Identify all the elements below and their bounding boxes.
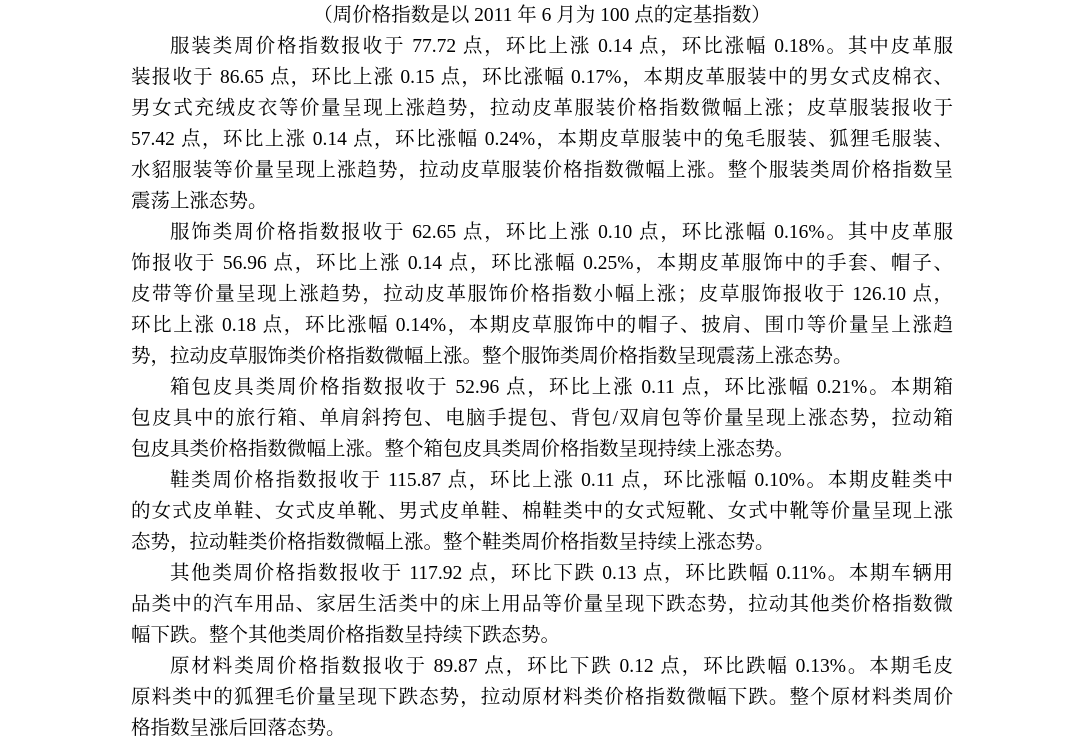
text-line: 服饰类周价格指数报收于 62.65 点，环比上涨 0.10 点，环比涨幅 0.16%。其中皮革服 bbox=[170, 222, 953, 243]
paragraph-shoes-index bbox=[131, 465, 953, 558]
text-line: 饰报收于 56.96 点，环比上涨 0.14 点，环比涨幅 0.25%，本期皮革服饰中的手套、帽子、 bbox=[131, 253, 953, 274]
text-line: 环比上涨 0.18 点，环比涨幅 0.14%，本期皮草服饰中的帽子、披肩、围巾等价量呈上涨趋 bbox=[131, 315, 953, 336]
text-line: 原材料类周价格指数报收于 89.87 点，环比下跌 0.12 点，环比跌幅 0.13%。本期毛皮 bbox=[170, 656, 953, 677]
text-line: 服装类周价格指数报收于 77.72 点，环比上涨 0.14 点，环比涨幅 0.18%。其中皮革服 bbox=[170, 36, 953, 57]
text-line: 皮带等价量呈现上涨趋势，拉动皮革服饰价格指数小幅上涨；皮草服饰报收于 126.10 点， bbox=[131, 284, 953, 305]
paragraph-others-index bbox=[131, 558, 953, 651]
text-line: 其他类周价格指数报收于 117.92 点，环比下跌 0.13 点，环比跌幅 0.11%。本期车辆用 bbox=[170, 563, 953, 584]
paragraph-clothing-index bbox=[131, 31, 953, 217]
text-line: 势，拉动皮草服饰类价格指数微幅上涨。整个服饰类周价格指数呈现震荡上涨态势。 bbox=[131, 346, 853, 367]
text-line: 水貂服装等价量呈现上涨趋势，拉动皮草服装价格指数微幅上涨。整个服装类周价格指数呈 bbox=[131, 160, 953, 181]
text-line: 原料类中的狐狸毛价量呈现下跌态势，拉动原材料类价格指数微幅下跌。整个原材料类周价 bbox=[131, 687, 953, 708]
text-line: 男女式充绒皮衣等价量呈现上涨趋势，拉动皮革服装价格指数微幅上涨；皮草服装报收于 bbox=[131, 98, 953, 119]
text-line: 震荡上涨态势。 bbox=[131, 191, 268, 212]
text-line: 装报收于 86.65 点，环比上涨 0.15 点，环比涨幅 0.17%，本期皮革服装中的男女式皮棉衣、 bbox=[131, 67, 953, 88]
text-line: 包皮具中的旅行箱、单肩斜挎包、电脑手提包、背包/双肩包等价量呈现上涨态势，拉动箱 bbox=[131, 408, 953, 429]
text-line: 幅下跌。整个其他类周价格指数呈持续下跌态势。 bbox=[131, 625, 561, 646]
paragraph-list bbox=[131, 31, 953, 744]
text-line: 品类中的汽车用品、家居生活类中的床上用品等价量呈现下跌态势，拉动其他类价格指数微 bbox=[131, 594, 953, 615]
text-line: 箱包皮具类周价格指数报收于 52.96 点，环比上涨 0.11 点，环比涨幅 0.21%。本期箱 bbox=[170, 377, 953, 398]
text-line: 鞋类周价格指数报收于 115.87 点，环比上涨 0.11 点，环比涨幅 0.10%。本期皮鞋类中 bbox=[170, 470, 953, 491]
text-line: 的女式皮单鞋、女式皮单靴、男式皮单鞋、棉鞋类中的女式短靴、女式中靴等价量呈现上涨 bbox=[131, 501, 953, 522]
subtitle: （周价格指数是以 2011 年 6 月为 100 点的定基指数） bbox=[313, 5, 771, 26]
document-page bbox=[131, 0, 953, 744]
paragraph-accessories-index bbox=[131, 217, 953, 372]
text-line: 态势，拉动鞋类价格指数微幅上涨。整个鞋类周价格指数呈持续上涨态势。 bbox=[131, 532, 775, 553]
text-line: 包皮具类价格指数微幅上涨。整个箱包皮具类周价格指数呈现持续上涨态势。 bbox=[131, 439, 795, 460]
text-line: 57.42 点，环比上涨 0.14 点，环比涨幅 0.24%，本期皮草服装中的兔毛服装、狐狸毛服装、 bbox=[131, 129, 953, 150]
paragraph-raw-materials-index bbox=[131, 651, 953, 744]
text-line: 格指数呈涨后回落态势。 bbox=[131, 718, 346, 739]
paragraph-bags-leather-goods-index bbox=[131, 372, 953, 465]
